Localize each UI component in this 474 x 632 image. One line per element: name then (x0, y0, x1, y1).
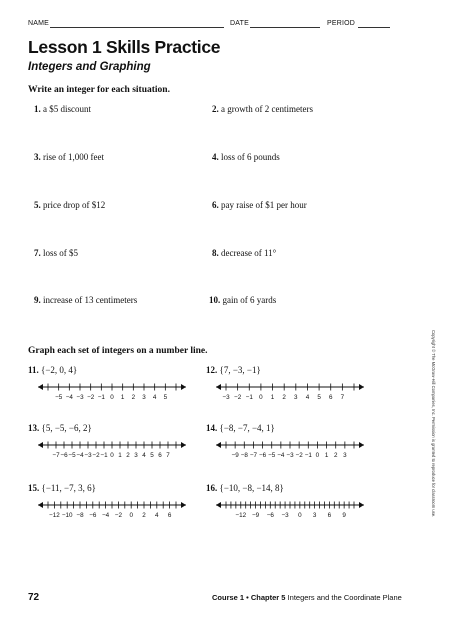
tick-label: 0 (259, 394, 263, 401)
tick-label: −6 (89, 512, 97, 519)
exercise-text: gain of 6 yards (222, 295, 277, 305)
tick-label: 1 (118, 452, 122, 459)
left-arrow-icon (38, 384, 43, 390)
right-arrow-icon (359, 442, 364, 448)
exercise-number: 2. (212, 104, 219, 114)
tick-label: 5 (150, 452, 154, 459)
left-arrow-icon (38, 502, 43, 508)
tick-label: 4 (152, 394, 157, 401)
graph-problem-14 (206, 423, 275, 433)
tick-label: 9 (342, 512, 346, 519)
right-arrow-icon (181, 442, 186, 448)
tick-label: 6 (167, 512, 172, 519)
tick-label: −1 (100, 452, 108, 459)
exercise-text: increase of 13 centimeters (43, 295, 138, 305)
tick-label: −3 (76, 394, 84, 401)
tick-label: −6 (258, 452, 267, 459)
page-number: 72 (28, 592, 40, 603)
tick-label: 2 (131, 394, 136, 401)
name-blank[interactable] (50, 27, 224, 28)
integer-set: {−8, −7, −4, 1} (219, 423, 275, 433)
number-line-11[interactable] (32, 378, 192, 404)
problem-number: 15. (28, 483, 40, 493)
graph-problem-16 (206, 483, 284, 493)
exercise-text: loss of 6 pounds (221, 152, 280, 162)
tick-label: −2 (87, 394, 95, 401)
tick-label: 2 (142, 512, 146, 519)
problem-number: 14. (206, 423, 218, 433)
tick-label: 6 (327, 512, 332, 519)
exercise-number: 9. (34, 295, 41, 305)
tick-label: 2 (282, 394, 286, 401)
tick-label: −5 (268, 452, 276, 459)
number-line-14[interactable] (210, 436, 370, 462)
tick-label: −1 (304, 452, 312, 459)
tick-label: 6 (328, 394, 333, 401)
tick-label: −3 (286, 452, 294, 459)
right-arrow-icon (359, 384, 364, 390)
number-line-13[interactable] (32, 436, 192, 462)
tick-label: 2 (126, 452, 130, 459)
section1-instruction: Write an integer for each situation. (28, 85, 170, 95)
left-arrow-icon (216, 442, 221, 448)
integer-set: {−2, 0, 4} (41, 365, 78, 375)
exercise-number: 4. (212, 152, 219, 162)
integer-set: {−11, −7, 3, 6} (41, 483, 96, 493)
tick-label: 0 (129, 512, 133, 519)
number-line-15[interactable] (32, 496, 192, 522)
exercise-number: 8. (212, 248, 219, 258)
tick-label: −4 (277, 452, 285, 459)
tick-label: −2 (295, 452, 303, 459)
left-arrow-icon (216, 384, 221, 390)
tick-label: −8 (240, 452, 248, 459)
tick-label: 7 (340, 394, 345, 401)
tick-label: 6 (158, 452, 162, 459)
exercise-item-5 (34, 200, 105, 210)
tick-label: −2 (92, 452, 100, 459)
tick-label: −7 (249, 452, 258, 459)
exercise-text: rise of 1,000 feet (43, 152, 104, 162)
number-line-16[interactable] (210, 496, 370, 522)
exercise-number: 3. (34, 152, 41, 162)
tick-label: −12 (235, 512, 247, 519)
problem-number: 16. (206, 483, 218, 493)
exercise-item-10 (209, 295, 276, 305)
tick-label: −3 (281, 512, 289, 519)
graph-problem-13 (28, 423, 92, 433)
tick-label: 0 (315, 452, 320, 459)
exercise-number: 7. (34, 248, 41, 258)
integer-set: {7, −3, −1} (219, 365, 261, 375)
exercise-item-7 (34, 248, 78, 258)
right-arrow-icon (359, 502, 364, 508)
tick-label: 7 (166, 452, 170, 459)
integer-set: {5, −5, −6, 2} (41, 423, 92, 433)
tick-label: −1 (97, 394, 105, 401)
number-line-12[interactable] (210, 378, 370, 404)
left-arrow-icon (38, 442, 43, 448)
section2-instruction: Graph each set of integers on a number line. (28, 346, 208, 356)
tick-label: 1 (120, 394, 125, 401)
exercise-text: decrease of 11° (221, 248, 277, 258)
exercise-text: loss of $5 (43, 248, 79, 258)
tick-label: 5 (317, 394, 321, 401)
tick-label: −7 (52, 452, 60, 459)
tick-label: 3 (142, 394, 146, 401)
tick-label: −6 (266, 512, 274, 519)
date-label: DATE (230, 20, 249, 27)
tick-label: 1 (324, 452, 329, 459)
tick-label: −4 (102, 512, 110, 519)
copyright-note: Copyright © The McGraw-Hill Companies, Inc. Permission is granted to reproduce for classroom use. (431, 330, 436, 518)
problem-number: 13. (28, 423, 40, 433)
exercise-item-1 (34, 104, 91, 114)
tick-label: 3 (294, 394, 298, 401)
tick-label: 3 (134, 452, 138, 459)
problem-number: 11. (28, 365, 39, 375)
tick-label: −4 (76, 452, 84, 459)
tick-label: 0 (110, 394, 114, 401)
exercise-number: 6. (212, 200, 219, 210)
exercise-number: 10. (209, 295, 221, 305)
exercise-text: a $5 discount (43, 104, 91, 114)
exercise-item-3 (34, 152, 104, 162)
tick-label: −5 (55, 394, 63, 401)
page-title: Lesson 1 Skills Practice (28, 37, 221, 57)
exercise-item-9 (34, 295, 137, 305)
exercise-item-8 (212, 248, 276, 258)
exercise-text: price drop of $12 (43, 200, 106, 210)
period-label: PERIOD (327, 20, 356, 27)
tick-label: −6 (60, 452, 68, 459)
tick-label: 4 (305, 394, 310, 401)
tick-label: −5 (68, 452, 76, 459)
footer-chapter-title: Integers and the Coordinate Plane (287, 593, 402, 602)
footer-course (212, 593, 402, 602)
tick-label: 1 (270, 394, 275, 401)
tick-label: −8 (76, 512, 84, 519)
tick-label: −2 (114, 512, 122, 519)
tick-label: −12 (49, 512, 60, 519)
tick-label: 3 (312, 512, 317, 519)
tick-label: 2 (333, 452, 338, 459)
name-label: NAME (28, 20, 50, 27)
integer-set: {−10, −8, −14, 8} (219, 483, 284, 493)
tick-label: −9 (231, 452, 239, 459)
tick-label: −9 (251, 512, 260, 519)
tick-label: −3 (222, 394, 230, 401)
exercise-item-4 (212, 152, 280, 162)
tick-label: 0 (110, 452, 114, 459)
tick-label: 3 (343, 452, 347, 459)
exercise-text: a growth of 2 centimeters (221, 104, 313, 114)
right-arrow-icon (181, 502, 186, 508)
graph-problem-15 (28, 483, 96, 493)
date-blank[interactable] (250, 27, 320, 28)
tick-label: −2 (234, 394, 242, 401)
problem-number: 12. (206, 365, 218, 375)
exercise-item-2 (212, 104, 313, 114)
period-blank[interactable] (358, 27, 390, 28)
graph-problem-12 (206, 365, 261, 375)
exercise-item-6 (212, 200, 307, 210)
exercise-text: pay raise of $1 per hour (221, 200, 307, 210)
exercise-number: 1. (34, 104, 41, 114)
exercise-number: 5. (34, 200, 41, 210)
tick-label: 4 (142, 452, 146, 459)
tick-label: 5 (163, 394, 168, 401)
graph-problem-11 (28, 365, 77, 375)
footer-course-label: Course 1 • Chapter 5 (212, 593, 286, 602)
tick-label: −3 (84, 452, 92, 459)
left-arrow-icon (216, 502, 221, 508)
tick-label: −10 (61, 512, 73, 519)
page-subtitle: Integers and Graphing (28, 61, 151, 73)
tick-label: −4 (65, 394, 73, 401)
tick-label: 4 (155, 512, 159, 519)
tick-label: −1 (245, 394, 253, 401)
right-arrow-icon (181, 384, 186, 390)
tick-label: 0 (298, 512, 302, 519)
